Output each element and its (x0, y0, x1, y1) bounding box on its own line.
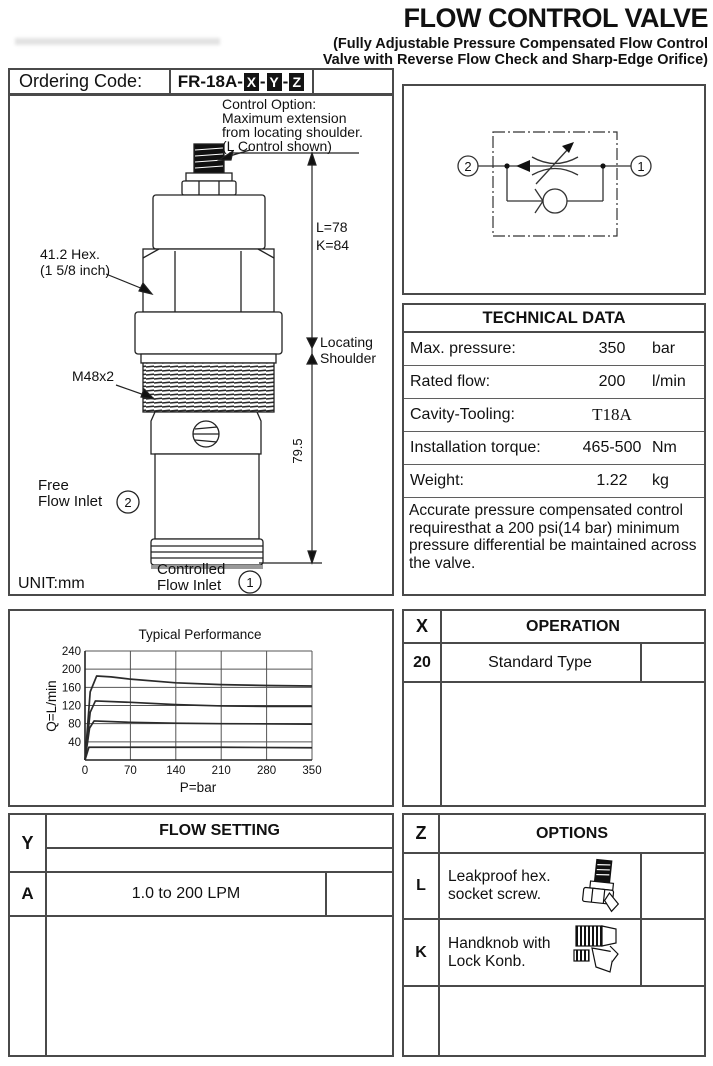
check-valve-ball (543, 189, 567, 213)
performance-chart (10, 611, 392, 805)
schematic-port-2-label: 2 (464, 159, 472, 174)
flow-setting-col-divider (45, 815, 47, 1055)
hex-section (143, 249, 274, 312)
unit-label: UNIT:mm (18, 575, 85, 592)
socket-screw-icon (576, 858, 624, 921)
option-k-label: Handknob with Lock Konb. (448, 934, 551, 970)
shoulder-ring (141, 354, 276, 363)
chart-title: Typical Performance (138, 627, 262, 642)
operation-title: OPERATION (526, 617, 620, 635)
svg-text:210: 210 (211, 765, 231, 777)
technical-data-title: TECHNICAL DATA (404, 305, 704, 333)
control-option-line-1: Control Option: (222, 96, 317, 112)
thread-size-label: M48x2 (72, 368, 115, 384)
dim-height-label: 79.5 (290, 438, 305, 464)
adjust-arrow-head (562, 142, 574, 153)
handknob-icon (572, 924, 626, 987)
code-letter-box-y: Y (267, 73, 282, 91)
svg-text:0: 0 (81, 765, 89, 777)
performance-chart-panel (8, 609, 394, 807)
subtitle-line-2: Valve with Reverse Flow Check and Sharp-Edge Orifice) (322, 52, 708, 68)
page-title: FLOW CONTROL VALVE (403, 3, 708, 33)
operation-col-header: X (415, 616, 428, 636)
port-2-number: 2 (124, 495, 132, 510)
code-letter-box-z: Z (289, 73, 304, 91)
schematic-port-1-label: 1 (637, 159, 645, 174)
hex-size-label-1: 41.2 Hex. (40, 246, 100, 262)
option-l-label: Leakproof hex. socket screw. (448, 868, 551, 903)
svg-text:40: 40 (68, 736, 81, 749)
svg-text:200: 200 (61, 664, 81, 677)
ordering-code-label: Ordering Code: (10, 70, 171, 93)
tech-row-weight: Weight: 1.22 kg (404, 465, 704, 498)
svg-text:240: 240 (61, 646, 81, 658)
control-option-line-3: from locating shoulder. (222, 124, 363, 140)
flow-setting-col-header: Y (21, 832, 34, 853)
ordering-code-value (171, 70, 314, 93)
operation-row-label: Standard Type (488, 653, 592, 671)
ordering-code-table (8, 68, 394, 95)
port-1-number: 1 (246, 575, 254, 590)
tech-row-cavity-tooling: Cavity-Tooling: T18A (404, 399, 704, 432)
controlled-flow-label-2: Flow Inlet (157, 577, 222, 594)
valve-drawing-panel (8, 94, 394, 596)
code-prefix: FR-18A (177, 71, 238, 91)
schematic-diagram (404, 86, 704, 293)
watermark-smudge (15, 38, 220, 45)
upper-body (153, 195, 265, 249)
svg-text:280: 280 (257, 765, 277, 777)
controlled-flow-label-1: Controlled (157, 561, 226, 578)
flow-direction-arrow (516, 160, 530, 172)
chart-x-label: P=bar (179, 780, 217, 795)
svg-text:80: 80 (68, 718, 81, 731)
free-flow-label-2: Flow Inlet (38, 493, 103, 510)
operation-table (402, 609, 706, 807)
svg-text:350: 350 (302, 765, 322, 777)
stud-washer (186, 173, 232, 181)
svg-text:140: 140 (166, 765, 186, 777)
flow-setting-table (8, 813, 394, 1057)
orifice-arc-bottom (532, 169, 578, 176)
chart-y-label: Q=L/min (44, 680, 59, 732)
lock-nut (182, 181, 236, 195)
option-k-code: K (415, 943, 427, 961)
tech-row-installation-torque: Installation torque: 465-500 Nm (404, 432, 704, 465)
ordering-code-empty-cell (314, 70, 392, 93)
options-table (402, 813, 706, 1057)
tech-note: Accurate pressure compensated control requiresthat a 200 psi(14 bar) minimum pressure differential be maintained across the valve. (409, 502, 697, 572)
options-title: OPTIONS (535, 824, 608, 842)
free-flow-label-1: Free (38, 477, 69, 494)
locating-shoulder-label-1: Locating (320, 334, 373, 350)
code-letter-box-x: X (244, 73, 259, 91)
dim-l-label: L=78 (316, 219, 348, 235)
svg-text:160: 160 (61, 682, 81, 695)
thread-section (143, 363, 274, 412)
schematic-panel (402, 84, 706, 295)
options-col-header: Z (415, 823, 427, 843)
tech-row-rated-flow: Rated flow: 200 l/min (404, 366, 704, 399)
subtitle-line-1: (Fully Adjustable Pressure Compensated Flow Control (333, 36, 708, 52)
valve-drawing (10, 96, 392, 594)
tech-row-max-pressure: Max. pressure: 350 bar (404, 333, 704, 366)
code-sep-2: - (259, 71, 266, 91)
control-option-line-4: (L Control shown) (222, 138, 332, 154)
flow-setting-row-label: 1.0 to 200 LPM (131, 885, 241, 902)
option-l-code: L (416, 877, 426, 894)
svg-text:120: 120 (61, 700, 81, 713)
lower-body (155, 454, 259, 539)
operation-row-code: 20 (413, 653, 431, 671)
flow-setting-row-code: A (21, 884, 34, 903)
control-option-line-2: Maximum extension (222, 110, 347, 126)
flow-setting-title: FLOW SETTING (159, 822, 280, 839)
locating-shoulder-label-2: Shoulder (320, 350, 377, 366)
svg-text:70: 70 (124, 765, 137, 777)
hex-size-label-2: (1 5/8 inch) (40, 262, 111, 278)
collar (135, 312, 282, 354)
dim-k-label: K=84 (316, 237, 350, 253)
valve-envelope (493, 132, 617, 236)
code-sep-3: - (282, 71, 289, 91)
technical-data-table (402, 303, 706, 596)
code-sep-1: - (237, 71, 243, 91)
